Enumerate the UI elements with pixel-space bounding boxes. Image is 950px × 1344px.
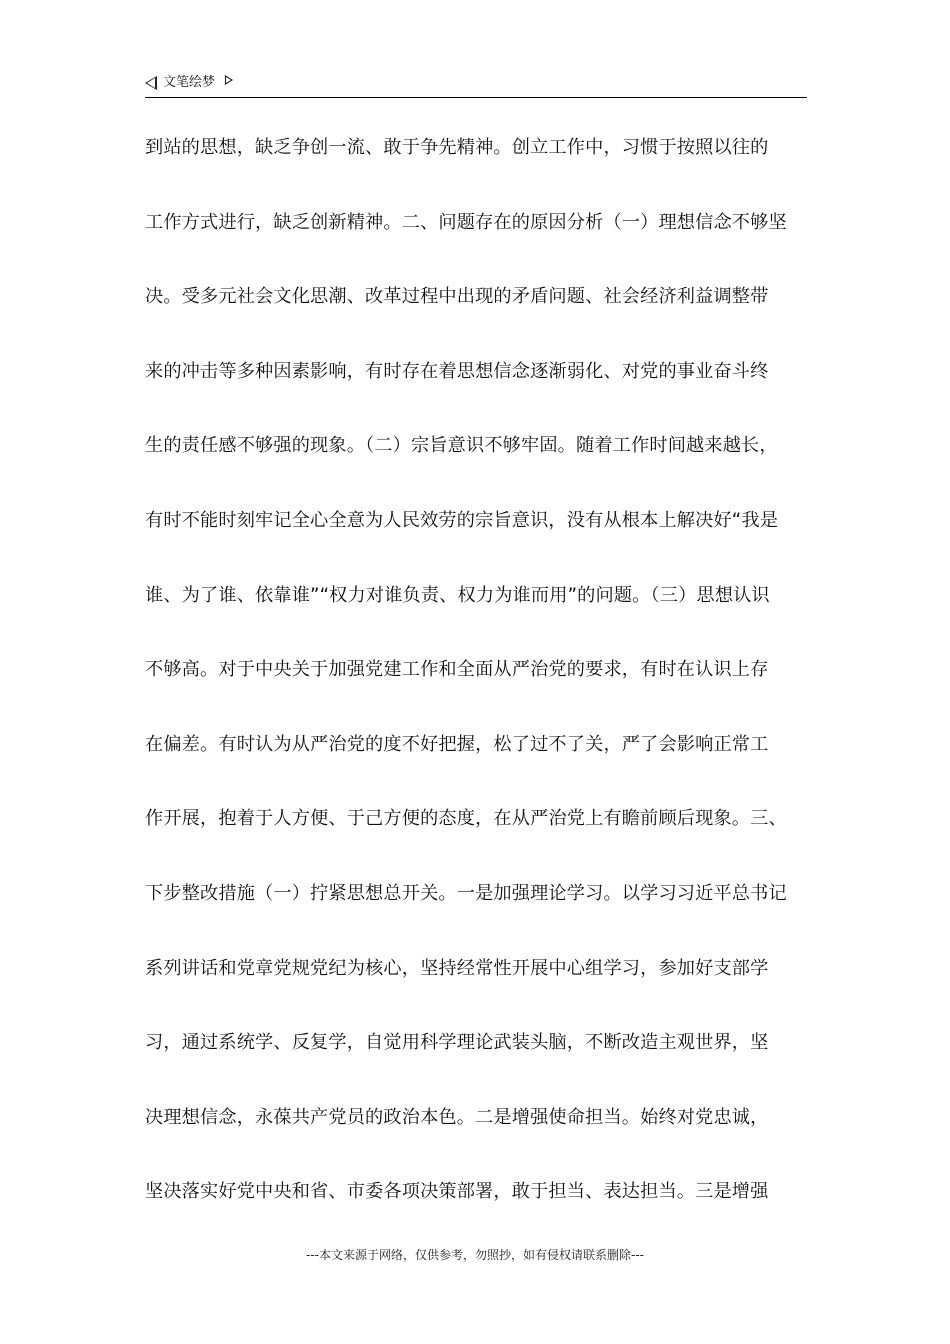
text-line: 系列讲话和党章党规党纪为核心，坚持经常性开展中心组学习，参加好支部学 <box>145 957 769 979</box>
footer-disclaimer: ---本文来源于网络，仅供参考，勿照抄，如有侵权请联系删除--- <box>306 1248 644 1262</box>
page-header <box>145 72 807 98</box>
text-line: 决理想信念，永葆共产党员的政治本色。二是增强使命担当。始终对党忠诚， <box>145 1106 769 1128</box>
document-body <box>145 130 807 1249</box>
triangle-right-icon <box>225 75 233 85</box>
header-brand: 文笔绘梦 <box>163 75 216 90</box>
text-line: 坚决落实好党中央和省、市委各项决策部署，敢于担当、表达担当。三是增强 <box>145 1181 769 1203</box>
text-line: 不够高。对于中央关于加强党建工作和全面从严治党的要求，有时在认识上存 <box>145 659 769 681</box>
text-line: 到站的思想，缺乏争创一流、敢于争先精神。创立工作中，习惯于按照以往的 <box>145 137 769 158</box>
text-line: 习，通过系统学、反复学，自觉用科学理论武装头脑，不断改造主观世界，坚 <box>145 1032 769 1054</box>
header-brand-group <box>145 74 233 92</box>
triangle-left-icon <box>145 76 157 90</box>
text-line: 来的冲击等多种因素影响，有时存在着思想信念逐渐弱化、对党的事业奋斗终 <box>145 360 769 382</box>
text-line: 生的责任感不够强的现象。（二）宗旨意识不够牢固。随着工作时间越来越长， <box>145 435 778 457</box>
text-line: 作开展，抱着于人方便、于己方便的态度，在从严治党上有瞻前顾后现象。三、 <box>145 808 787 830</box>
text-line: 有时不能时刻牢记全心全意为人民效劳的宗旨意识，没有从根本上解决好“我是 <box>145 509 779 531</box>
text-line: 谁、为了谁、依靠谁”“权力对谁负责、权力为谁而用”的问题。（三）思想认识 <box>145 584 770 606</box>
text-line: 决。受多元社会文化思潮、改革过程中出现的矛盾问题、社会经济利益调整带 <box>145 286 769 308</box>
text-line: 下步整改措施（一）拧紧思想总开关。一是加强理论学习。以学习习近平总书记 <box>145 882 787 904</box>
text-line: 工作方式进行，缺乏创新精神。二、问题存在的原因分析（一）理想信念不够坚 <box>145 211 787 233</box>
text-line: 在偏差。有时认为从严治党的度不好把握，松了过不了关，严了会影响正常工 <box>145 733 769 755</box>
